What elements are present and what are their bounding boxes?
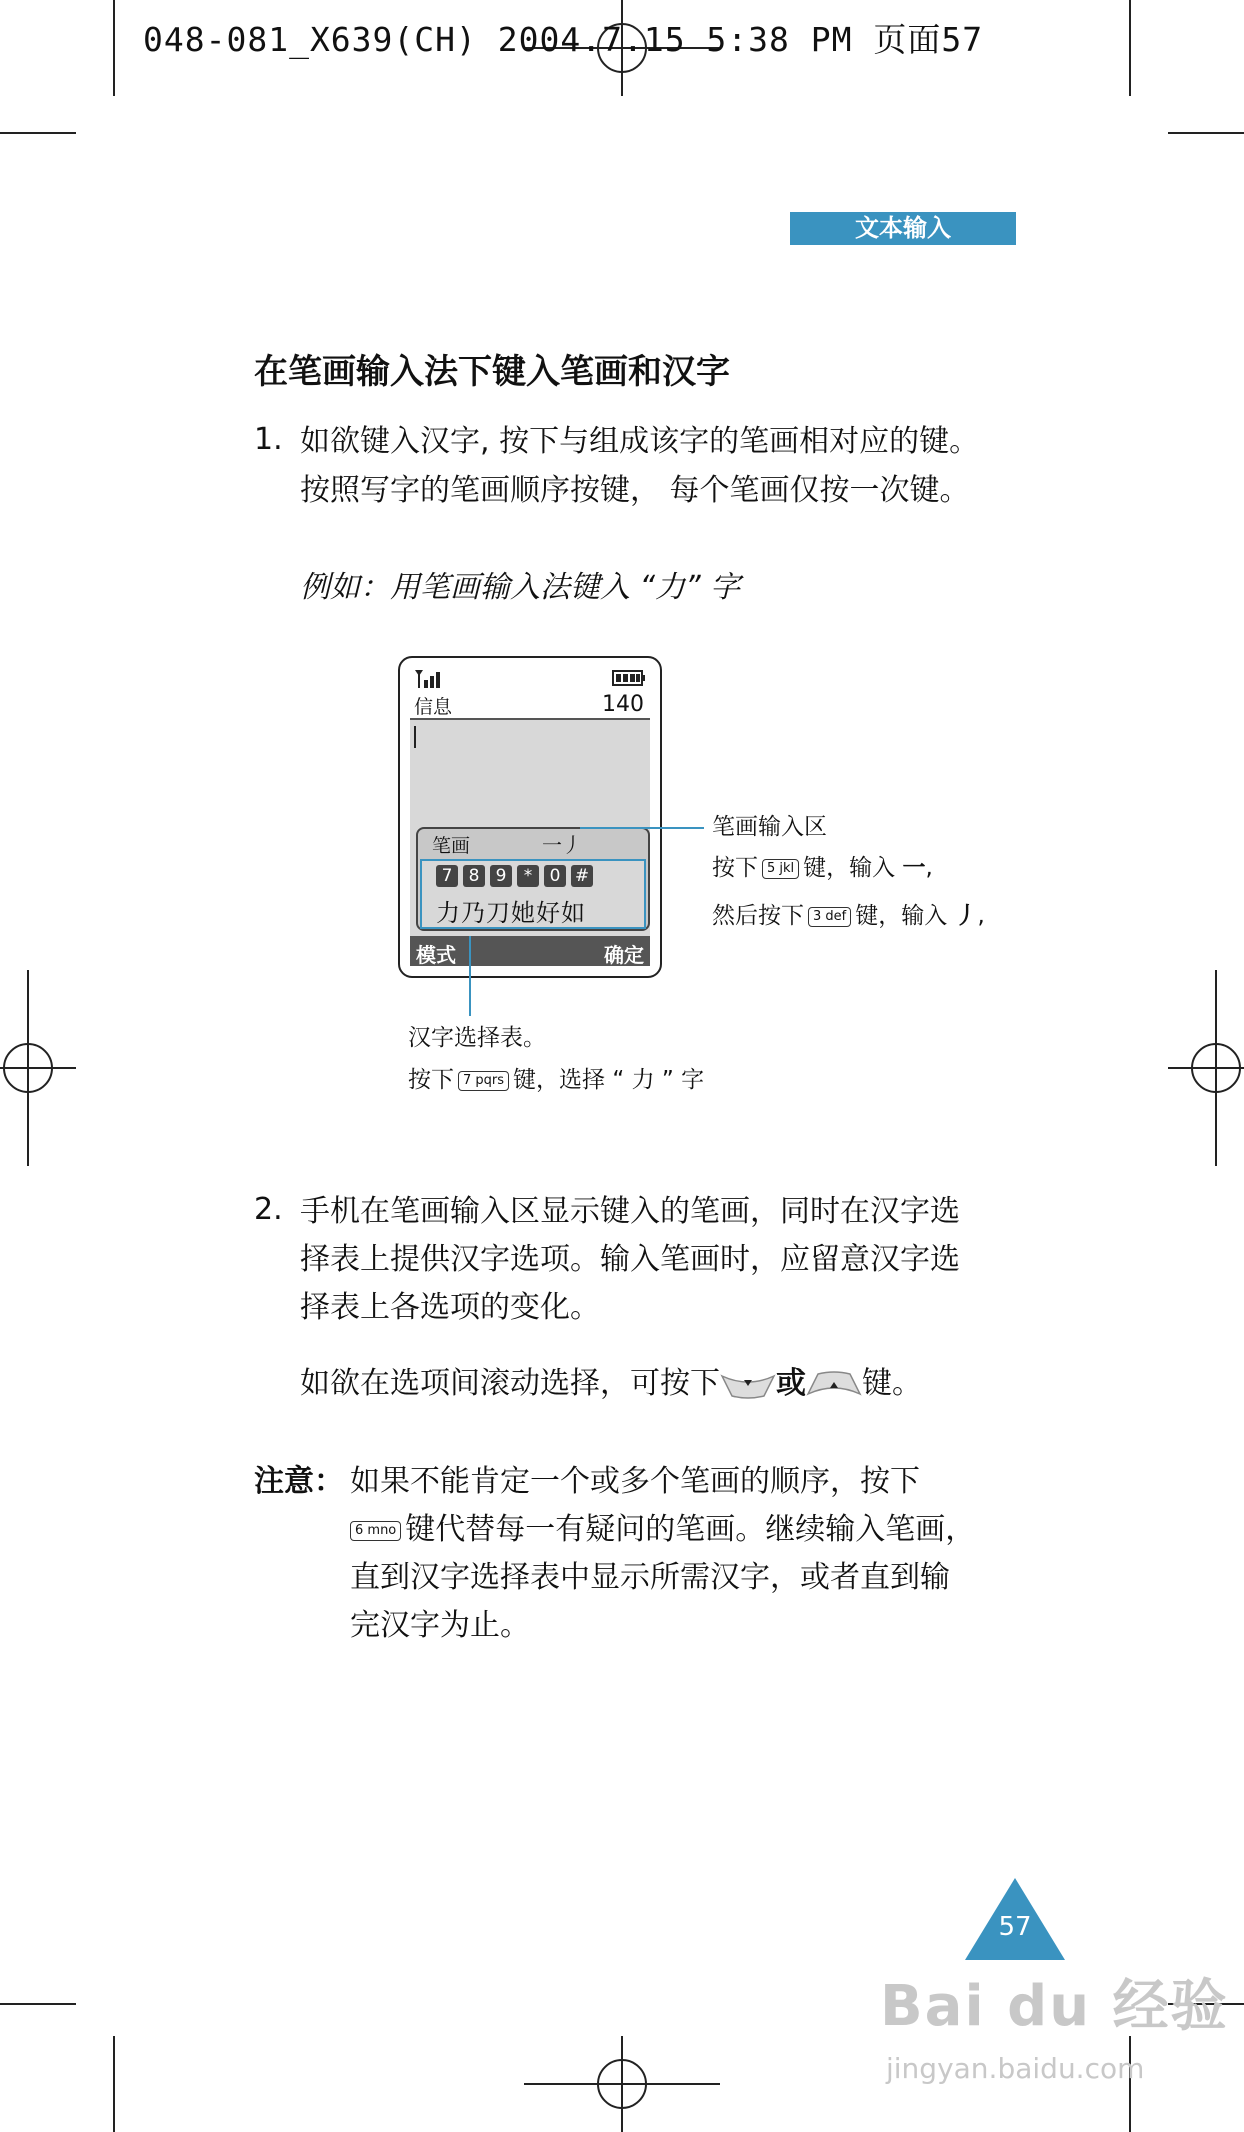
stroke-input-area xyxy=(416,827,650,931)
crop-mark xyxy=(1168,132,1244,134)
stroke-display: 一丿 xyxy=(542,833,582,857)
note-line-3: 直到汉字选择表中显示所需汉字，或者直到输 xyxy=(350,1560,950,1595)
key-8: 8 xyxy=(463,865,485,887)
registration-mark-right xyxy=(1168,970,1244,1166)
callout-stroke-line-2: 按下 5 jkl 键，输入 一, xyxy=(712,855,933,881)
callout-line-stroke-area xyxy=(580,820,710,840)
note-line-1: 如果不能肯定一个或多个笔画的顺序，按下 xyxy=(350,1464,920,1499)
baidu-watermark: Bai du 经验 xyxy=(880,1974,1229,2039)
note-text: 键代替每一有疑问的笔画。继续输入笔画， xyxy=(405,1512,976,1547)
nav-down-key-icon xyxy=(720,1370,776,1400)
callout-candidate-line-2 xyxy=(408,1058,704,1102)
callout-text: 键，输入 xyxy=(803,855,896,881)
print-header: 048-081_X639(CH) 2004.7.15 5:38 PM 页面57 xyxy=(143,20,984,59)
page-number: 57 xyxy=(998,1912,1032,1942)
char-count: 140 xyxy=(602,692,644,717)
stroke-label: 笔画 xyxy=(432,835,471,857)
phone-illustration xyxy=(398,656,662,978)
stroke-slash: 丿 xyxy=(954,903,978,929)
candidate-table xyxy=(420,859,646,929)
phone-screen xyxy=(410,666,650,966)
key-9: 9 xyxy=(490,865,512,887)
step-2-line-2: 择表上提供汉字选项。输入笔画时，应留意汉字选 xyxy=(300,1242,960,1277)
key-0: 0 xyxy=(544,865,566,887)
note-line-2 xyxy=(350,1506,975,1554)
key-6-icon: 6 mno xyxy=(350,1521,401,1541)
text-cursor xyxy=(414,726,416,748)
page-heading: 在笔画输入法下键入笔画和汉字 xyxy=(254,352,730,392)
message-title-bar xyxy=(410,690,650,720)
message-title: 信息 xyxy=(414,696,453,718)
callout-text: 键，选择 “ 力 ” 字 xyxy=(513,1067,705,1093)
callout-text: 按下 xyxy=(712,855,758,881)
crop-mark xyxy=(113,2036,115,2132)
step-2-line-3: 择表上各选项的变化。 xyxy=(300,1290,600,1325)
callout-text: 然后按下 xyxy=(712,903,804,929)
softkey-bar xyxy=(410,936,650,966)
candidate-keys xyxy=(436,865,598,887)
key-5-icon: 5 jkl xyxy=(762,859,799,879)
step-1-line-2: 按照写字的笔画顺序按键， 每个笔画仅按一次键。 xyxy=(300,473,970,508)
callout-stroke-title: 笔画输入区 xyxy=(712,814,827,840)
key-star: * xyxy=(517,865,539,887)
crop-mark xyxy=(0,132,76,134)
scroll-instruction xyxy=(300,1360,922,1408)
callout-text: 按下 xyxy=(408,1067,454,1093)
scroll-text: 键。 xyxy=(862,1366,922,1401)
section-tab: 文本输入 xyxy=(790,212,1016,245)
softkey-left: 模式 xyxy=(416,943,456,967)
registration-mark-left xyxy=(0,970,76,1166)
scroll-text: 如欲在选项间滚动选择，可按下 xyxy=(300,1366,720,1401)
status-bar xyxy=(410,666,650,690)
key-3-icon: 3 def xyxy=(808,907,851,927)
step-1-line-1: 如欲键入汉字, 按下与组成该字的笔画相对应的键。 xyxy=(300,424,980,459)
crop-mark xyxy=(0,2003,76,2005)
step-2-number: 2. xyxy=(254,1192,283,1227)
callout-stroke-area xyxy=(712,812,827,842)
key-7: 7 xyxy=(436,865,458,887)
softkey-right: 确定 xyxy=(604,943,644,967)
scroll-text: 或 xyxy=(776,1366,806,1401)
callout-candidate-title: 汉字选择表。 xyxy=(408,1025,546,1051)
registration-mark-bottom xyxy=(524,2036,720,2132)
callout-line-candidate-table xyxy=(465,936,475,1016)
example-text: 例如：用笔画输入法键入 “力” 字 xyxy=(300,570,741,605)
crop-mark xyxy=(1129,0,1131,96)
key-7-icon: 7 pqrs xyxy=(458,1071,509,1091)
signal-icon xyxy=(414,668,446,688)
battery-icon xyxy=(612,670,646,686)
step-1-number: 1. xyxy=(254,422,283,457)
candidate-characters: 力乃刀她好如 xyxy=(436,899,586,927)
key-hash: # xyxy=(571,865,593,887)
callout-stroke-line-3: 然后按下 3 def 键，输入 丿, xyxy=(712,903,985,929)
crop-mark xyxy=(113,0,115,96)
step-2-line-1: 手机在笔画输入区显示键入的笔画，同时在汉字选 xyxy=(300,1194,960,1229)
callout-text: 键，输入 xyxy=(855,903,948,929)
stroke-horizontal: 一 xyxy=(902,855,926,881)
note-line-4: 完汉字为止。 xyxy=(350,1608,530,1643)
nav-up-key-icon xyxy=(806,1370,862,1400)
baidu-watermark-url: jingyan.baidu.com xyxy=(886,2052,1145,2085)
note-label: 注意： xyxy=(254,1464,344,1499)
